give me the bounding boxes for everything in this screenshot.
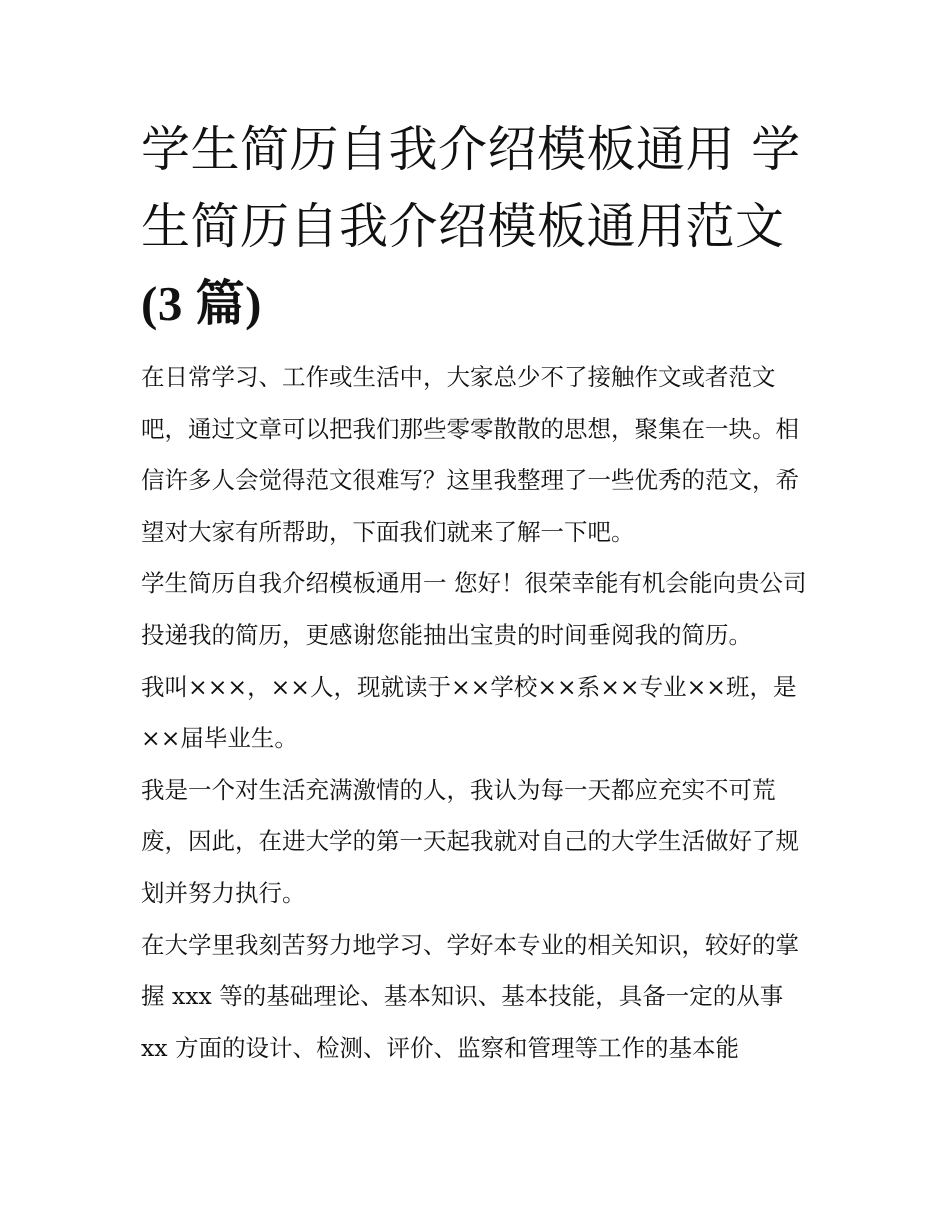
paragraph-study: 在大学里我刻苦努力地学习、学好本专业的相关知识，较好的掌握 xxx 等的基础理论、基本知识、基本技能，具备一定的从事 xx 方面的设计、检测、评价、监察和管理等工作的基本能 (141, 930, 799, 1062)
document-body (141, 352, 811, 1074)
paragraph-name: 我叫×××，××人，现就读于××学校××系××专业××班，是××届毕业生。 (141, 672, 797, 753)
title-line-1: 学生简历自我介绍模板通用 学 (141, 121, 801, 178)
paragraph-attitude: 我是一个对生活充满激情的人，我认为每一天都应充实不可荒废，因此，在进大学的第一天起我就对自己的大学生活做好了规划并努力执行。 (141, 775, 799, 907)
paragraph-intro: 在日常学习、工作或生活中，大家总少不了接触作文或者范文吧，通过文章可以把我们那些零零散散的思想，聚集在一块。相信许多人会觉得范文很难写？这里我整理了一些优秀的范文，希望对大家有所帮助，下面我们就来了解一下吧。 (141, 363, 799, 546)
title-line-3: (3 篇) (141, 276, 262, 331)
paragraph-greeting: 学生简历自我介绍模板通用一 您好！很荣幸能有机会能向贵公司投递我的简历，更感谢您能抽出宝贵的时间垂阅我的简历。 (141, 569, 807, 649)
document-title (141, 111, 811, 342)
title-line-2: 生简历自我介绍模板通用范文 (141, 198, 785, 255)
